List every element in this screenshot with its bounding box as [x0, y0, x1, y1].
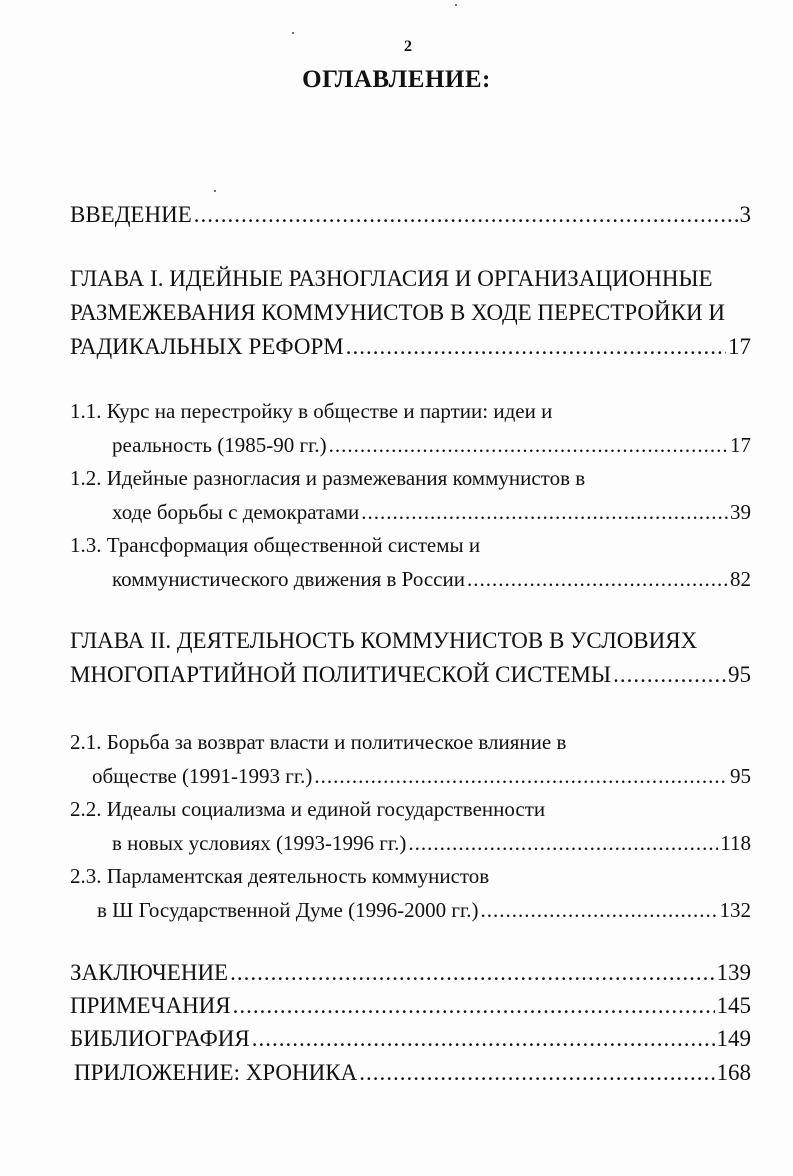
toc-entry-2-1	[92, 761, 751, 791]
toc-label: РАДИКАЛЬНЫХ РЕФОРМ	[70, 334, 344, 359]
toc-label: коммунистического движения в России	[112, 567, 465, 591]
toc-section-1-3-line1: 1.3. Трансформация общественной системы и	[70, 533, 481, 557]
toc-page: 149	[716, 1026, 751, 1051]
leader-dots	[314, 761, 728, 791]
toc-label: БИБЛИОГРАФИЯ	[70, 1026, 250, 1051]
toc-entry-1-1	[112, 430, 751, 460]
toc-entry-chapter2	[70, 660, 751, 690]
toc-label: ЗАКЛЮЧЕНИЕ	[70, 960, 229, 985]
scan-speck	[292, 32, 294, 34]
toc-page: 132	[719, 898, 751, 922]
toc-section-2-3-line1: 2.3. Парламентская деятельность коммунистов	[70, 864, 490, 888]
toc-label: реальность (1985-90 гг.)	[112, 433, 327, 457]
toc-page: 145	[716, 993, 751, 1018]
toc-page: 118	[720, 831, 751, 855]
toc-page: 17	[728, 334, 751, 359]
toc-page: 95	[730, 764, 751, 788]
toc-label: в Ш Государственной Думе (1996-2000 гг.)	[97, 898, 479, 922]
toc-entry-conclusion	[70, 958, 751, 988]
toc-page: 95	[728, 662, 751, 687]
leader-dots	[194, 200, 738, 230]
toc-entry-bibliography	[70, 1024, 751, 1054]
toc-label: обществе (1991-1993 гг.)	[92, 764, 313, 788]
toc-entry-1-3	[112, 564, 751, 594]
toc-page: 17	[730, 433, 751, 457]
toc-section-1-2-line1: 1.2. Идейные разногласия и размежевания коммунистов в	[70, 466, 586, 490]
scan-speck	[455, 4, 457, 6]
toc-page: 39	[730, 500, 751, 524]
toc-page: 168	[716, 1060, 751, 1085]
page-number: 2	[404, 38, 412, 55]
leader-dots	[252, 1024, 715, 1054]
leader-dots	[408, 828, 718, 858]
toc-entry-chapter1	[70, 332, 751, 362]
leader-dots	[233, 991, 715, 1021]
toc-entry-intro	[70, 200, 751, 230]
toc-section-2-1-line1: 2.1. Борьба за возврат власти и политическое влияние в	[70, 730, 567, 754]
toc-entry-appendix	[74, 1058, 751, 1088]
leader-dots	[230, 958, 714, 988]
leader-dots	[346, 332, 726, 362]
toc-chapter2-line1: ГЛАВА II. ДЕЯТЕЛЬНОСТЬ КОММУНИСТОВ В УСЛОВИЯХ	[70, 628, 698, 653]
toc-entry-1-2	[112, 497, 751, 527]
toc-label: ВВЕДЕНИЕ	[70, 202, 192, 227]
leader-dots	[329, 430, 728, 460]
leader-dots	[361, 497, 728, 527]
toc-chapter1-line1: ГЛАВА I. ИДЕЙНЫЕ РАЗНОГЛАСИЯ И ОРГАНИЗАЦИОННЫЕ	[70, 266, 713, 291]
toc-entry-notes	[70, 991, 751, 1021]
leader-dots	[467, 564, 728, 594]
toc-page: 3	[739, 202, 751, 227]
leader-dots	[359, 1058, 714, 1088]
leader-dots	[613, 660, 726, 690]
page-title: ОГЛАВЛЕНИЕ:	[302, 66, 491, 93]
toc-chapter1-line2: РАЗМЕЖЕВАНИЯ КОММУНИСТОВ В ХОДЕ ПЕРЕСТРОЙКИ И	[70, 300, 725, 325]
toc-section-1-1-line1: 1.1. Курс на перестройку в обществе и партии: идеи и	[70, 399, 553, 423]
scan-speck	[214, 190, 216, 192]
toc-label: ходе борьбы с демократами	[112, 500, 360, 524]
toc-entry-2-3	[97, 895, 751, 925]
toc-label: ПРИЛОЖЕНИЕ: ХРОНИКА	[74, 1060, 358, 1085]
toc-label: в новых условиях (1993-1996 гг.)	[112, 831, 407, 855]
toc-label: ПРИМЕЧАНИЯ	[70, 993, 231, 1018]
toc-section-2-2-line1: 2.2. Идеалы социализма и единой государственности	[70, 797, 546, 821]
leader-dots	[480, 895, 717, 925]
toc-label: МНОГОПАРТИЙНОЙ ПОЛИТИЧЕСКОЙ СИСТЕМЫ	[70, 662, 612, 687]
toc-page: 139	[716, 960, 751, 985]
toc-page: 82	[730, 567, 751, 591]
toc-entry-2-2	[112, 828, 751, 858]
